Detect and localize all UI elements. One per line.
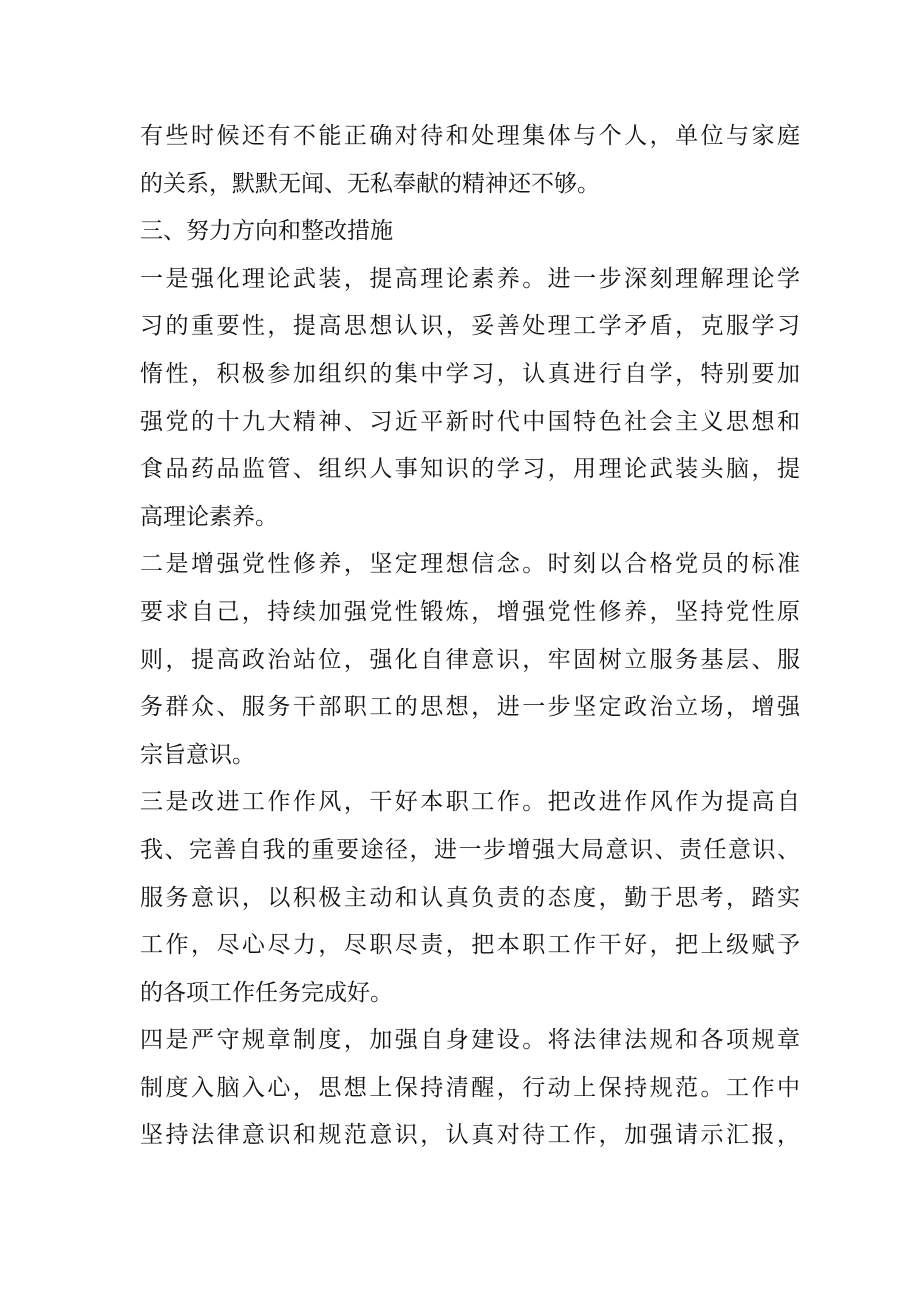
text-line: 有些时候还有不能正确对待和处理集体与个人，单位与家庭 — [140, 123, 800, 149]
section-heading — [140, 208, 800, 256]
text-line: 务群众、服务干部职工的思想，进一步坚定政治立场，增强 — [140, 694, 800, 721]
text-line: 的各项工作任务完成好。 — [140, 979, 393, 1006]
text-line: 强党的十九大精神、习近平新时代中国特色社会主义思想和 — [140, 408, 800, 435]
text-line: 二是增强党性修养，坚定理想信念。时刻以合格党员的标准 — [140, 551, 800, 578]
text-line: 服务意识，以积极主动和认真负责的态度，勤于思考，踏实 — [140, 884, 800, 911]
text-line: 一是强化理论武装，提高理论素养。进一步深刻理解理论学 — [140, 265, 800, 292]
text-line: 习的重要性，提高思想认识，妥善处理工学矛盾，克服学习 — [140, 313, 800, 340]
text-line: 的关系，默默无闻、无私奉献的精神还不够。 — [140, 170, 600, 197]
text-line: 高理论素养。 — [140, 503, 278, 530]
text-line: 惰性，积极参加组织的集中学习，认真进行自学，特别要加 — [140, 360, 800, 387]
text-line: 食品药品监管、组织人事知识的学习，用理论武装头脑，提 — [140, 456, 800, 483]
paragraph-2 — [140, 256, 800, 542]
text-line: 工作，尽心尽力，尽职尽责，把本职工作干好，把上级赋予 — [140, 932, 800, 959]
paragraph-4 — [140, 779, 800, 1017]
text-line: 则，提高政治站位，强化自律意识，牢固树立服务基层、服 — [140, 646, 800, 673]
text-line: 宗旨意识。 — [140, 741, 255, 768]
text-line: 四是严守规章制度，加强自身建设。将法律法规和各项规章 — [140, 1027, 800, 1054]
paragraph-1 — [140, 113, 800, 208]
document-body — [140, 113, 800, 1160]
text-line: 制度入脑入心，思想上保持清醒，行动上保持规范。工作中 — [140, 1074, 800, 1101]
paragraph-5 — [140, 1017, 800, 1160]
text-line: 要求自己，持续加强党性锻炼，增强党性修养，坚持党性原 — [140, 598, 800, 625]
text-line: 三、努力方向和整改措施 — [140, 218, 393, 245]
text-line: 我、完善自我的重要途径，进一步增强大局意识、责任意识、 — [140, 836, 800, 863]
paragraph-3 — [140, 541, 800, 779]
text-line: 三是改进工作作风，干好本职工作。把改进作风作为提高自 — [140, 789, 800, 816]
text-line: 坚持法律意识和规范意识，认真对待工作，加强请示汇报， — [140, 1122, 800, 1149]
